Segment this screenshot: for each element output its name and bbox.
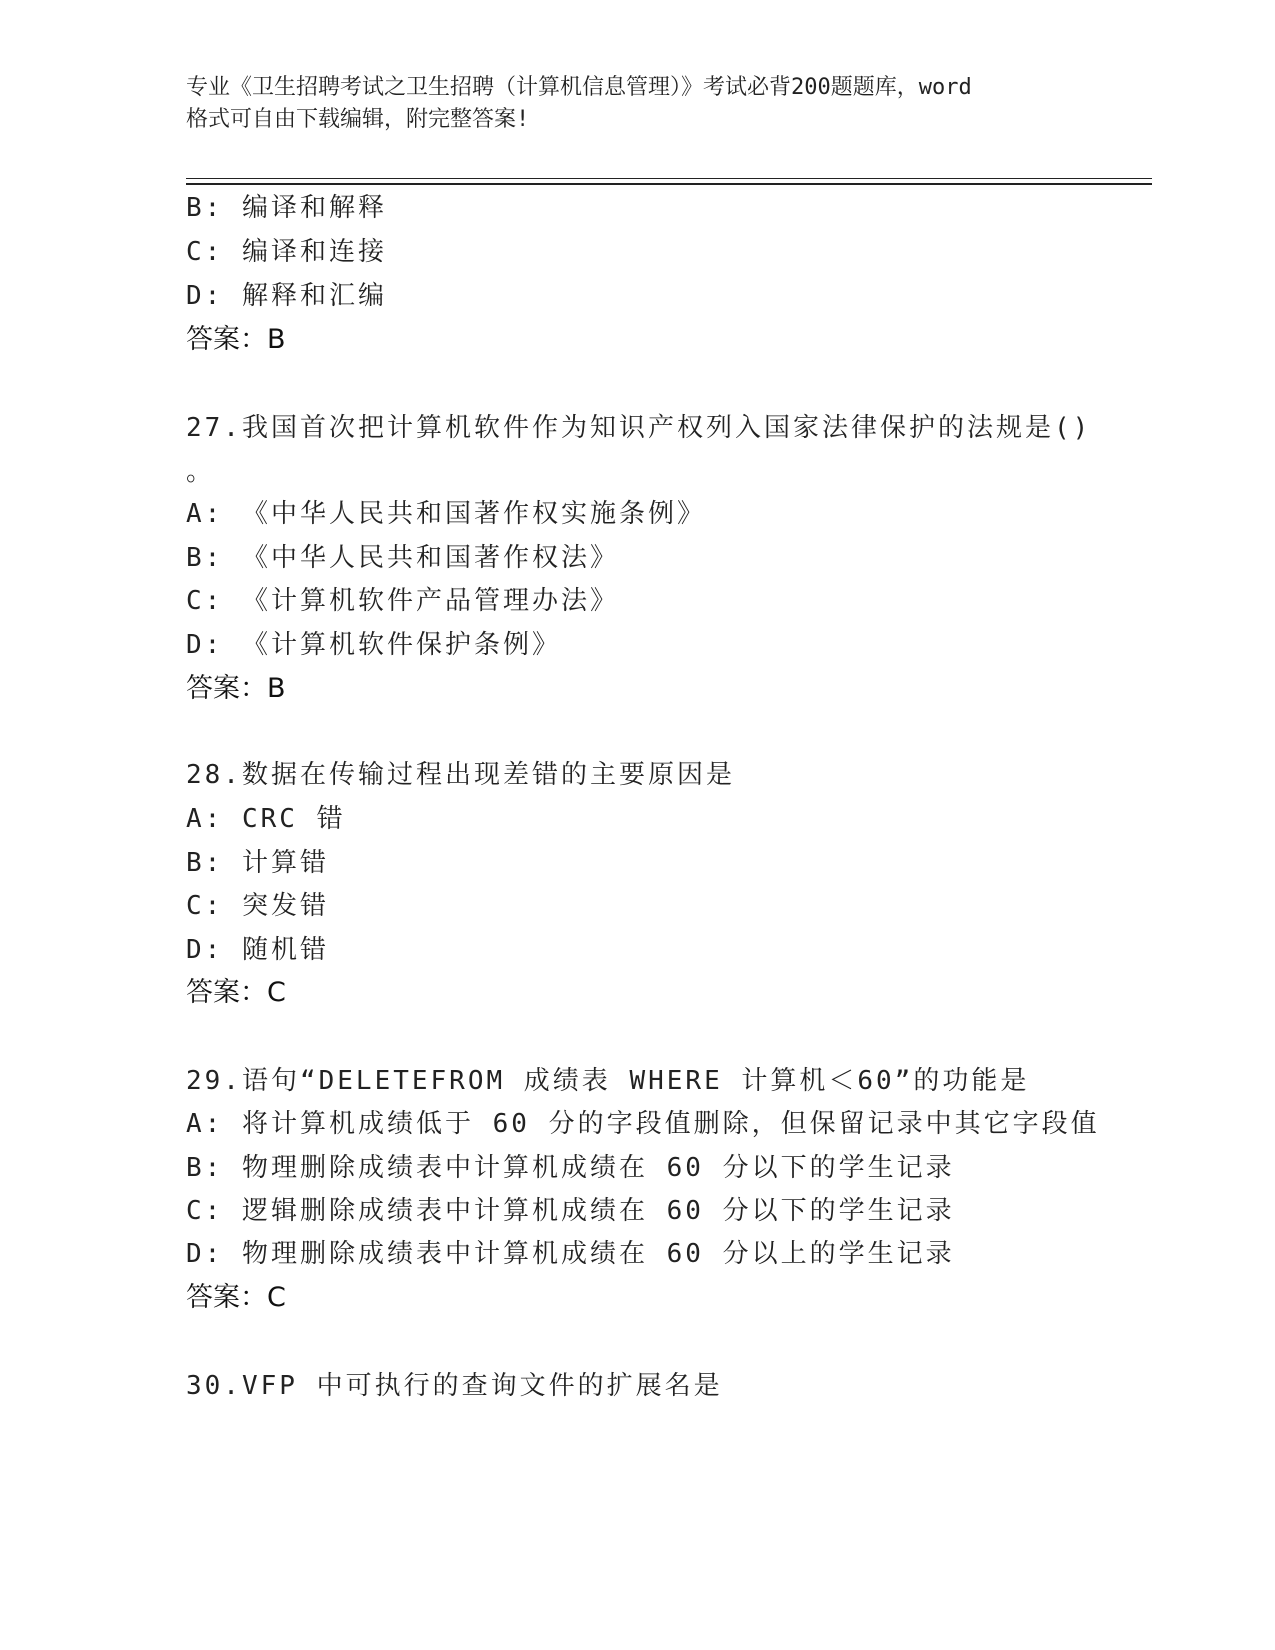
document-header bbox=[186, 72, 1086, 136]
q26-answer: 答案：B bbox=[186, 324, 286, 355]
q29-option-d: D: 物理删除成绩表中计算机成绩在 60 分以上的学生记录 bbox=[186, 1239, 955, 1269]
q28-option-b: B: 计算错 bbox=[186, 848, 329, 878]
q29-option-c: C: 逻辑删除成绩表中计算机成绩在 60 分以下的学生记录 bbox=[186, 1196, 955, 1226]
q27-option-c: C: 《计算机软件产品管理办法》 bbox=[186, 586, 619, 616]
q29-option-b: B: 物理删除成绩表中计算机成绩在 60 分以下的学生记录 bbox=[186, 1153, 955, 1183]
q27-option-d: D: 《计算机软件保护条例》 bbox=[186, 630, 561, 660]
q28-stem: 28.数据在传输过程出现差错的主要原因是 bbox=[186, 760, 735, 790]
q28-option-c: C: 突发错 bbox=[186, 891, 329, 921]
header-line-1: 专业《卫生招聘考试之卫生招聘（计算机信息管理）》考试必背200题题库，word bbox=[186, 75, 972, 100]
header-divider-thick bbox=[186, 183, 1152, 185]
q28-option-a: A: CRC 错 bbox=[186, 804, 346, 834]
q27-option-b: B: 《中华人民共和国著作权法》 bbox=[186, 543, 619, 573]
q29-answer: 答案：C bbox=[186, 1282, 286, 1313]
q27-answer: 答案：B bbox=[186, 673, 286, 704]
q29-option-a: A: 将计算机成绩低于 60 分的字段值删除，但保留记录中其它字段值 bbox=[186, 1109, 1100, 1139]
q27-stem-end: 。 bbox=[186, 457, 216, 487]
q30-stem: 30.VFP 中可执行的查询文件的扩展名是 bbox=[186, 1371, 723, 1401]
q26-option-b: B: 编译和解释 bbox=[186, 193, 387, 223]
q28-answer: 答案：C bbox=[186, 977, 286, 1008]
header-divider-thin bbox=[186, 178, 1152, 179]
q26-option-c: C: 编译和连接 bbox=[186, 237, 387, 267]
header-line-2: 格式可自由下载编辑，附完整答案! bbox=[186, 107, 530, 132]
q29-stem: 29.语句“DELETEFROM 成绩表 WHERE 计算机＜60”的功能是 bbox=[186, 1066, 1030, 1096]
q26-option-d: D: 解释和汇编 bbox=[186, 281, 387, 311]
q28-option-d: D: 随机错 bbox=[186, 935, 329, 965]
q27-stem: 27.我国首次把计算机软件作为知识产权列入国家法律保护的法规是() bbox=[186, 413, 1092, 443]
q27-option-a: A: 《中华人民共和国著作权实施条例》 bbox=[186, 499, 706, 529]
